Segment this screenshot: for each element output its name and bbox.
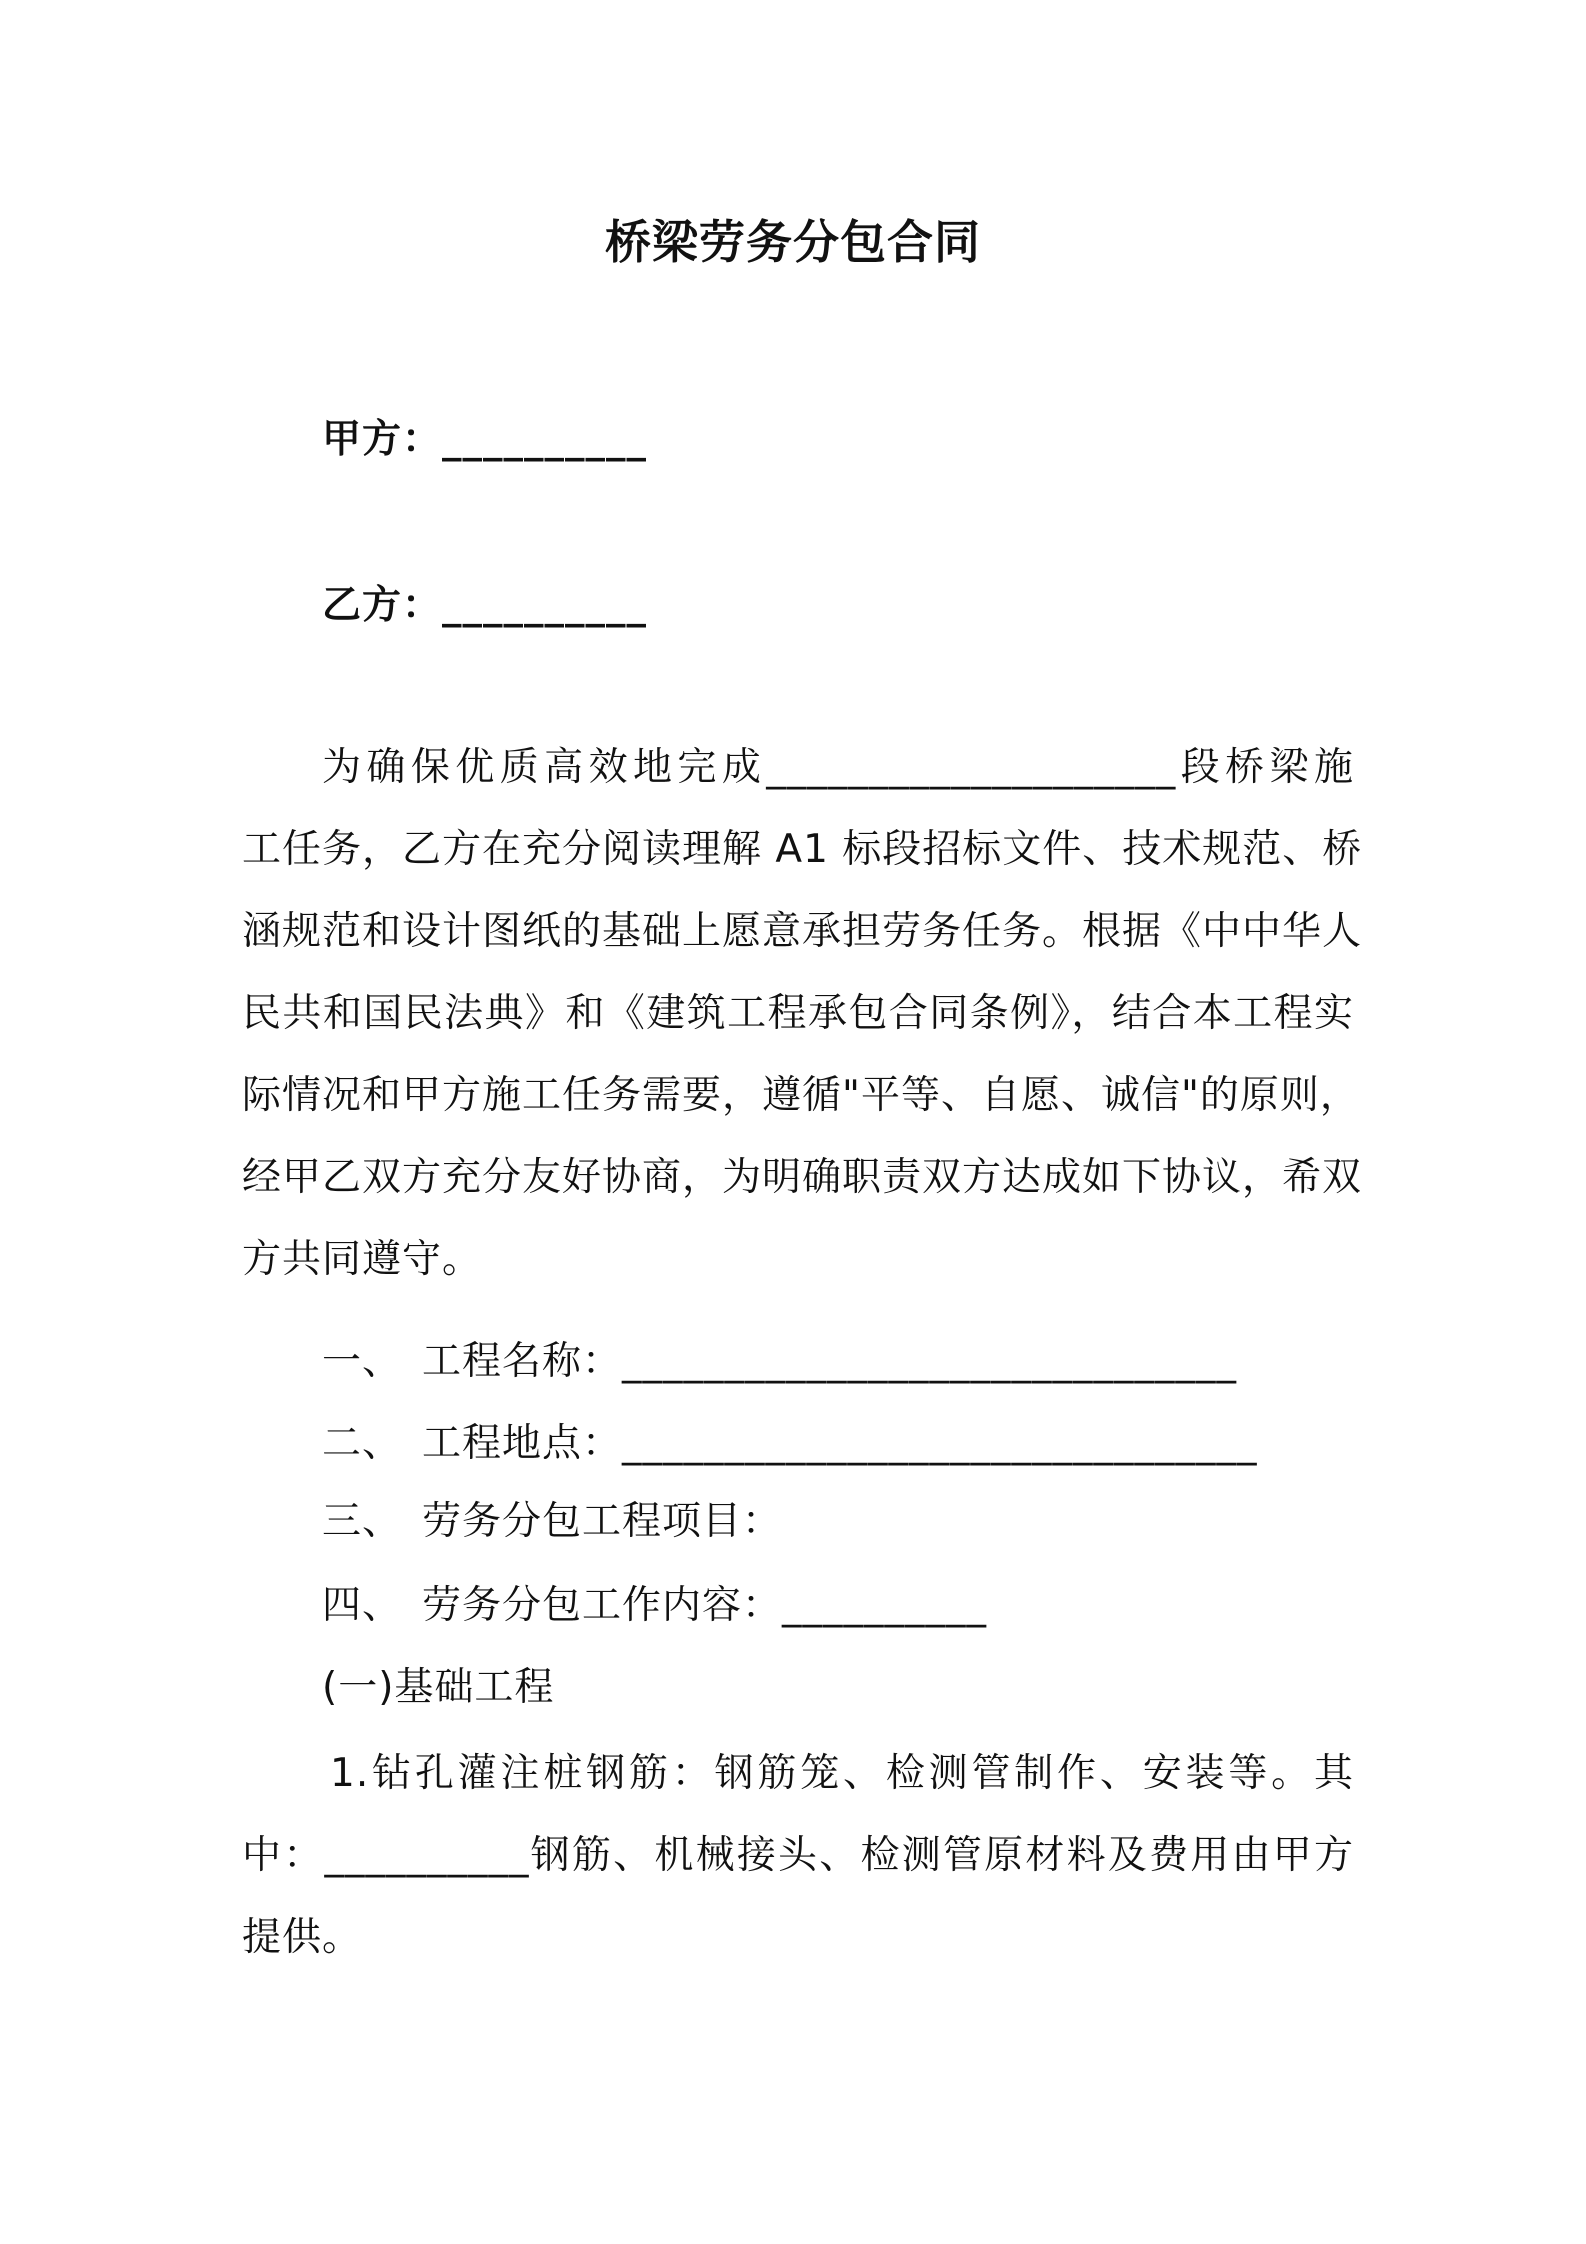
item-number: 二、 xyxy=(322,1421,403,1466)
party-b-line: 乙方：__________ xyxy=(322,583,648,628)
section-foundation-heading: (一)基础工程 xyxy=(322,1665,555,1710)
item-number: 一、 xyxy=(322,1339,403,1384)
pile-row: 中：__________钢筋、机械接头、检测管原材料及费用由甲方 xyxy=(242,1833,1354,1878)
intro-row: 为确保优质高效地完成____________________段桥梁施 xyxy=(322,745,1354,790)
intro-row: 工任务，乙方在充分阅读理解 A1 标段招标文件、技术规范、桥 xyxy=(242,827,1363,872)
party-a-line: 甲方：__________ xyxy=(322,417,648,462)
item-number: 四、 xyxy=(322,1583,403,1628)
item-text: 工程名称：______________________________ xyxy=(422,1339,1238,1384)
item-project-name xyxy=(322,1334,1237,1390)
pile-row: 1.钻孔灌注桩钢筋：钢筋笼、检测管制作、安装等。其 xyxy=(330,1751,1354,1796)
item-text: 劳务分包工作内容：__________ xyxy=(422,1583,988,1628)
pile-row: 提供。 xyxy=(242,1915,363,1960)
intro-row: 际情况和甲方施工任务需要，遵循"平等、自愿、诚信"的原则， xyxy=(242,1073,1360,1118)
item-text: 劳务分包工程项目： xyxy=(422,1499,783,1544)
intro-row: 民共和国民法典》和《建筑工程承包合同条例》，结合本工程实 xyxy=(242,991,1354,1036)
item-text: 工程地点：_______________________________ xyxy=(422,1421,1258,1466)
item-work-content xyxy=(322,1578,987,1634)
contract-title: 桥梁劳务分包合同 xyxy=(605,215,981,269)
item-project-location xyxy=(322,1416,1258,1472)
intro-row: 涵规范和设计图纸的基础上愿意承担劳务任务。根据《中中华人 xyxy=(242,909,1363,954)
intro-row: 经甲乙双方充分友好协商，为明确职责双方达成如下协议，希双 xyxy=(242,1155,1363,1200)
item-number: 三、 xyxy=(322,1499,403,1544)
intro-row: 方共同遵守。 xyxy=(242,1237,483,1282)
item-subcontract-project xyxy=(322,1494,782,1550)
